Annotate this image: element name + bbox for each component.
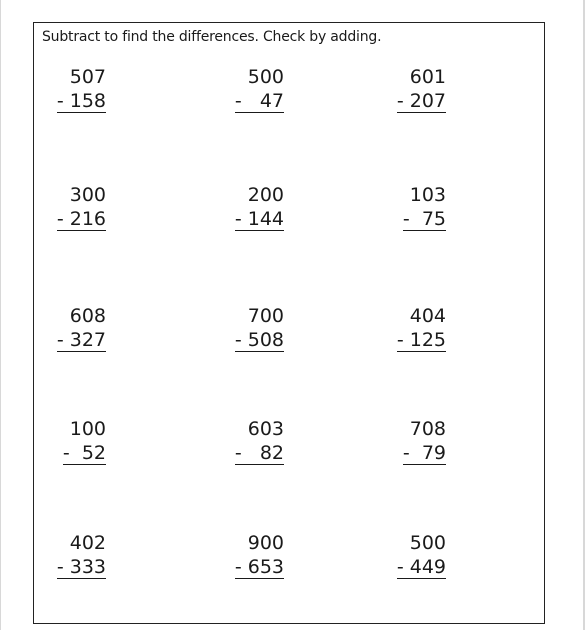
subtraction-problem [54, 417, 106, 465]
minus-sign: - [396, 90, 404, 112]
minuend: 103 [409, 184, 446, 206]
subtrahend-underline [235, 557, 284, 579]
subtrahend: 75 [421, 208, 446, 230]
subtrahend-underline [57, 557, 106, 579]
minuend: 300 [69, 184, 106, 206]
subtraction-problem [54, 183, 106, 231]
minus-sign: - [234, 90, 242, 112]
subtrahend: 216 [69, 208, 106, 230]
subtrahend-underline [403, 209, 446, 231]
subtrahend-underline [63, 443, 106, 465]
subtrahend: 333 [69, 556, 106, 578]
minuend: 603 [247, 418, 284, 440]
subtrahend-underline [235, 330, 284, 352]
minuend: 200 [247, 184, 284, 206]
minuend: 402 [69, 532, 106, 554]
subtraction-problem [394, 65, 446, 113]
subtrahend: 327 [69, 329, 106, 351]
minus-sign: - [56, 208, 64, 230]
minuend: 507 [69, 66, 106, 88]
subtrahend-underline [235, 209, 284, 231]
subtraction-problem [54, 65, 106, 113]
subtraction-problem [54, 531, 106, 579]
subtraction-problem [394, 183, 446, 231]
subtrahend: 82 [259, 442, 284, 464]
subtrahend: 144 [247, 208, 284, 230]
minus-sign: - [234, 329, 242, 351]
subtrahend-underline [57, 209, 106, 231]
minus-sign: - [396, 556, 404, 578]
subtrahend: 158 [69, 90, 106, 112]
subtrahend: 653 [247, 556, 284, 578]
minuend: 900 [247, 532, 284, 554]
subtraction-problem [228, 304, 284, 352]
minus-sign: - [56, 556, 64, 578]
subtraction-problem [228, 531, 284, 579]
subtrahend-underline [397, 557, 446, 579]
minus-sign: - [62, 442, 70, 464]
subtraction-problem [54, 304, 106, 352]
minuend: 404 [409, 305, 446, 327]
problem-grid [34, 23, 544, 623]
subtrahend-underline [57, 330, 106, 352]
minus-sign: - [234, 208, 242, 230]
minuend: 708 [409, 418, 446, 440]
subtrahend: 125 [409, 329, 446, 351]
subtrahend-underline [397, 330, 446, 352]
subtraction-problem [394, 531, 446, 579]
subtrahend-underline [235, 91, 284, 113]
minuend: 608 [69, 305, 106, 327]
instructions-text: Subtract to find the differences. Check by adding. [42, 29, 382, 45]
minus-sign: - [234, 442, 242, 464]
page-edge-left [0, 0, 1, 630]
subtrahend: 449 [409, 556, 446, 578]
subtraction-problem [394, 304, 446, 352]
worksheet-frame [33, 22, 545, 624]
minuend: 700 [247, 305, 284, 327]
subtraction-problem [228, 183, 284, 231]
minuend: 500 [247, 66, 284, 88]
subtrahend: 508 [247, 329, 284, 351]
minus-sign: - [402, 208, 410, 230]
minuend: 100 [69, 418, 106, 440]
subtrahend-underline [235, 443, 284, 465]
subtrahend-underline [397, 91, 446, 113]
subtrahend-underline [57, 91, 106, 113]
minus-sign: - [402, 442, 410, 464]
minus-sign: - [396, 329, 404, 351]
minuend: 500 [409, 532, 446, 554]
minuend: 601 [409, 66, 446, 88]
subtraction-problem [394, 417, 446, 465]
subtrahend: 79 [421, 442, 446, 464]
minus-sign: - [56, 90, 64, 112]
subtraction-problem [228, 65, 284, 113]
subtraction-problem [228, 417, 284, 465]
minus-sign: - [234, 556, 242, 578]
subtrahend: 52 [81, 442, 106, 464]
minus-sign: - [56, 329, 64, 351]
subtrahend: 207 [409, 90, 446, 112]
subtrahend-underline [403, 443, 446, 465]
subtrahend: 47 [259, 90, 284, 112]
